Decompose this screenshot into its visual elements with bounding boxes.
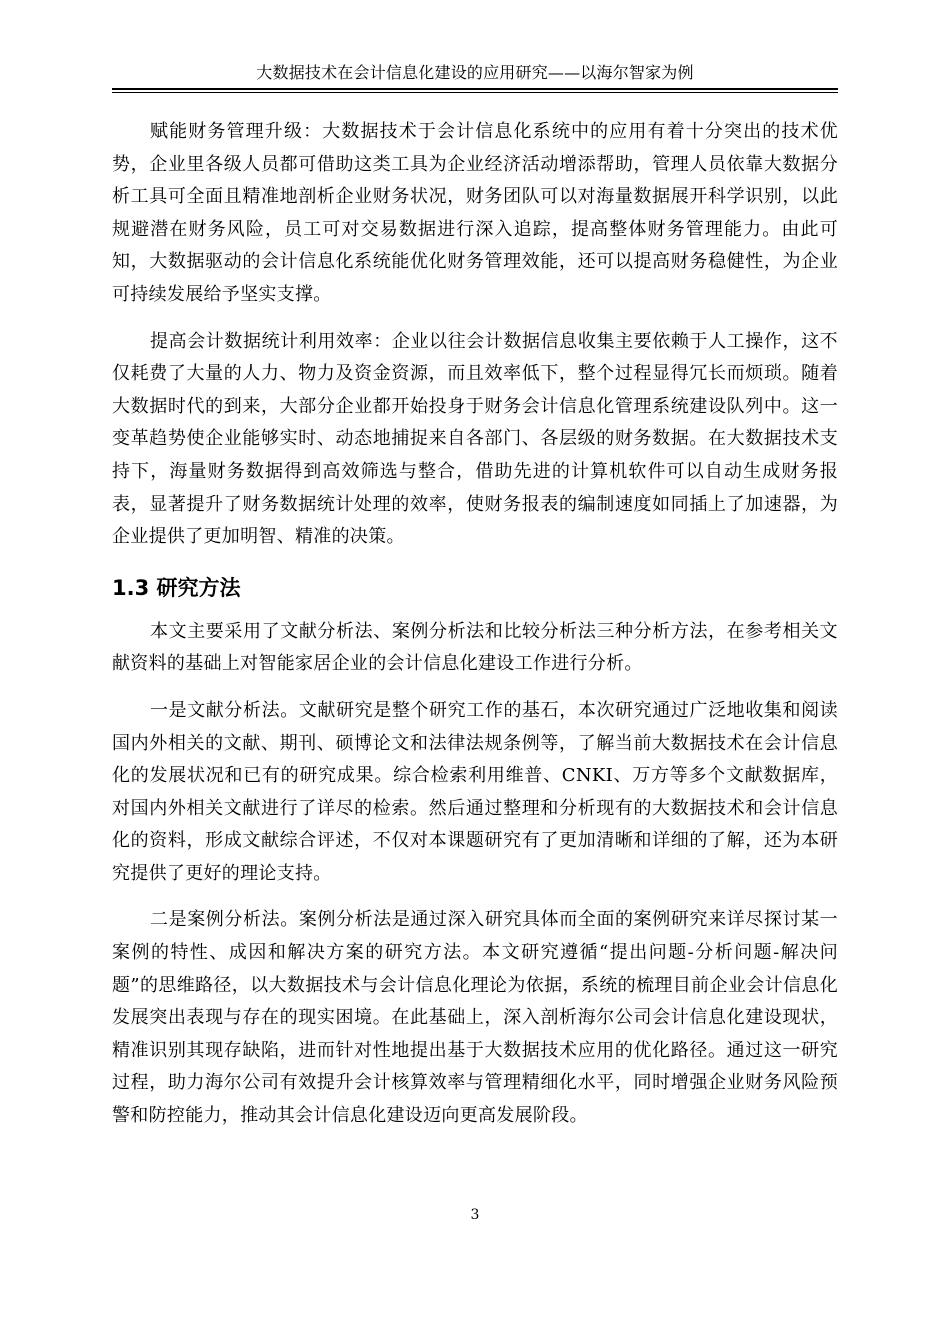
paragraph-data-efficiency: 提高会计数据统计利用效率：企业以往会计数据信息收集主要依赖于人工操作，这不仅耗费了大量的人力、物力及资金资源，而且效率低下，整个过程显得冗长而烦琐。随着大数据时代的到来，大部分企业都开始投身于财务会计信息化管理系统建设队列中。这一变革趋势使企业能够实时、动态地捕捉来自各部门、各层级的财务数据。在大数据技术支持下，海量财务数据得到高效筛选与整合，借助先进的计算机软件可以自动生成财务报表，显著提升了财务数据统计处理的效率，使财务报表的编制速度如同插上了加速器，为企业提供了更加明智、精准的决策。 — [112, 330, 838, 548]
section-heading-research-methods: 1.3 研究方法 — [112, 575, 241, 600]
paragraph-literature-analysis: 一是文献分析法。文献研究是整个研究工作的基石，本次研究通过广泛地收集和阅读国内外相关的文献、期刊、硕博论文和法律法规条例等，了解当前大数据技术在会计信息化的发展状况和已有的研究成果。综合检索利用维普、CNKI、万方等多个文献数据库，对国内外相关文献进行了详尽的检索。然后通过整理和分析现有的大数据技术和会计信息化的资料，形成文献综合评述，不仅对本课题研究有了更加清晰和详细的了解，还为本研究提供了更好的理论支持。 — [112, 699, 838, 884]
page-number: 3 — [470, 1207, 480, 1223]
header-rule-thick — [112, 88, 838, 90]
paragraph-financial-management: 赋能财务管理升级：大数据技术于会计信息化系统中的应用有着十分突出的技术优势，企业里各级人员都可借助这类工具为企业经济活动增添帮助，管理人员依靠大数据分析工具可全面且精准地剖析企业财务状况，财务团队可以对海量数据展开科学识别，以此规避潜在财务风险，员工可对交易数据进行深入追踪，提高整体财务管理能力。由此可知，大数据驱动的会计信息化系统能优化财务管理效能，还可以提高财务稳健性，为企业可持续发展给予坚实支撑。 — [112, 121, 838, 305]
paragraph-methods-overview: 本文主要采用了文献分析法、案例分析法和比较分析法三种分析方法，在参考相关文献资料的基础上对智能家居企业的会计信息化建设工作进行分析。 — [112, 620, 838, 675]
paragraph-case-analysis: 二是案例分析法。案例分析法是通过深入研究具体而全面的案例研究来详尽探讨某一案例的特性、成因和解决方案的研究方法。本文研究遵循“提出问题-分析问题-解决问题”的思维路径，以大数据技术与会计信息化理论为依据，系统的梳理目前企业会计信息化发展突出表现与存在的现实困境。在此基础上，深入剖析海尔公司会计信息化建设现状，精准识别其现存缺陷，进而针对性地提出基于大数据技术应用的优化路径。通过这一研究过程，助力海尔公司有效提升会计核算效率与管理精细化水平，同时增强企业财务风险预警和防控能力，推动其会计信息化建设迈向更高发展阶段。 — [112, 909, 838, 1127]
page-body — [112, 116, 838, 1147]
running-header: 大数据技术在会计信息化建设的应用研究——以海尔智家为例 — [256, 63, 694, 82]
header-rule-thin — [112, 92, 838, 93]
